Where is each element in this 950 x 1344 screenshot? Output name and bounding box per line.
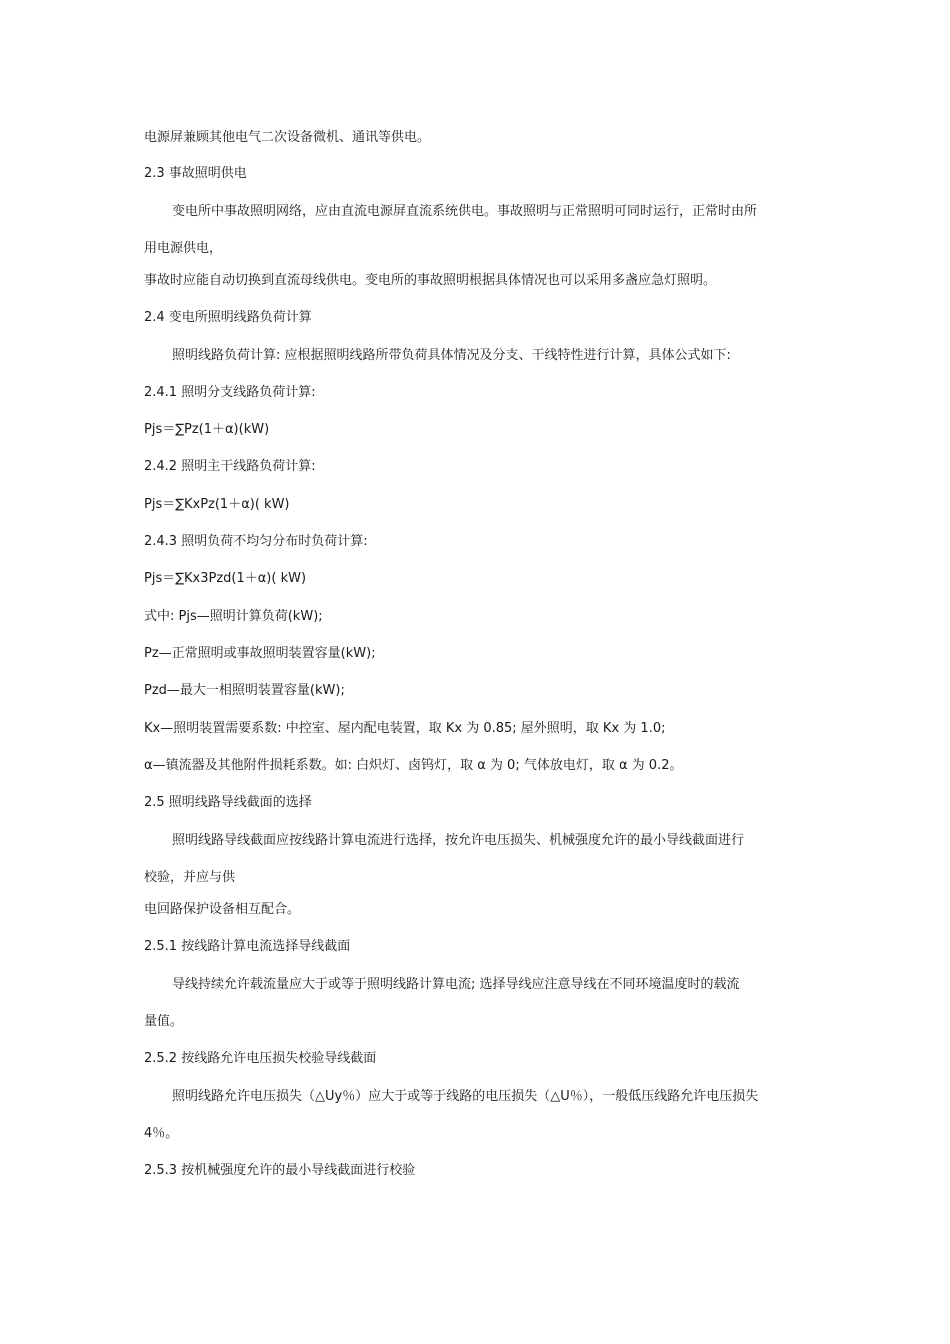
formula-line: Pjs＝∑KxPz(1＋α)( kW) — [144, 497, 290, 512]
subsection-heading-2-5-2: 2.5.2 按线路允许电压损失校验导线截面 — [144, 1051, 377, 1066]
paragraph-line: 4％。 — [144, 1126, 179, 1141]
definition-line: Pz—正常照明或事故照明装置容量(kW); — [144, 646, 376, 661]
formula-line: Pjs＝∑Pz(1＋α)(kW) — [144, 422, 270, 437]
subsection-heading-2-4-2: 2.4.2 照明主干线路负荷计算: — [144, 459, 316, 474]
definition-line: Pzd—最大一相照明装置容量(kW); — [144, 683, 345, 698]
paragraph-line: 量值。 — [144, 1014, 184, 1029]
paragraph-line: 照明线路导线截面应按线路计算电流进行选择，按允许电压损失、机械强度允许的最小导线截面进行 — [172, 833, 745, 848]
subsection-heading-2-4-3: 2.4.3 照明负荷不均匀分布时负荷计算: — [144, 534, 368, 549]
paragraph-line: 照明线路负荷计算: 应根据照明线路所带负荷具体情况及分支、干线特性进行计算，具体公式如下: — [172, 348, 731, 363]
definition-line: 式中: Pjs—照明计算负荷(kW); — [144, 609, 323, 624]
paragraph-line: 照明线路允许电压损失（△Uy％）应大于或等于线路的电压损失（△U％），一般低压线路允许电压损失 — [172, 1089, 759, 1104]
paragraph-line: 校验，并应与供 — [144, 870, 236, 885]
paragraph-line: 电源屏兼顾其他电气二次设备微机、通讯等供电。 — [144, 130, 431, 145]
subsection-heading-2-4-1: 2.4.1 照明分支线路负荷计算: — [144, 385, 316, 400]
section-heading-2-4: 2.4 变电所照明线路负荷计算 — [144, 310, 312, 325]
paragraph-line: 用电源供电， — [144, 241, 223, 256]
section-heading-2-3: 2.3 事故照明供电 — [144, 166, 247, 181]
subsection-heading-2-5-1: 2.5.1 按线路计算电流选择导线截面 — [144, 939, 351, 954]
paragraph-line: 电回路保护设备相互配合。 — [144, 902, 301, 917]
paragraph-line: 事故时应能自动切换到直流母线供电。变电所的事故照明根据具体情况也可以采用多盏应急灯照明。 — [144, 273, 717, 288]
definition-line: α—镇流器及其他附件损耗系数。如: 白炽灯、卤钨灯，取 α 为 0; 气体放电灯，取 α 为 0.2。 — [144, 758, 683, 773]
definition-line: Kx—照明装置需要系数: 中控室、屋内配电装置，取 Kx 为 0.85; 屋外照明，取 Kx 为 1.0; — [144, 721, 666, 736]
paragraph-line: 导线持续允许载流量应大于或等于照明线路计算电流; 选择导线应注意导线在不同环境温度时的载流 — [172, 977, 740, 992]
formula-line: Pjs＝∑Kx3Pzd(1＋α)( kW) — [144, 571, 307, 586]
paragraph-line: 变电所中事故照明网络，应由直流电源屏直流系统供电。事故照明与正常照明可同时运行，正常时由所 — [172, 204, 758, 219]
subsection-heading-2-5-3: 2.5.3 按机械强度允许的最小导线截面进行校验 — [144, 1163, 416, 1178]
section-heading-2-5: 2.5 照明线路导线截面的选择 — [144, 795, 312, 810]
